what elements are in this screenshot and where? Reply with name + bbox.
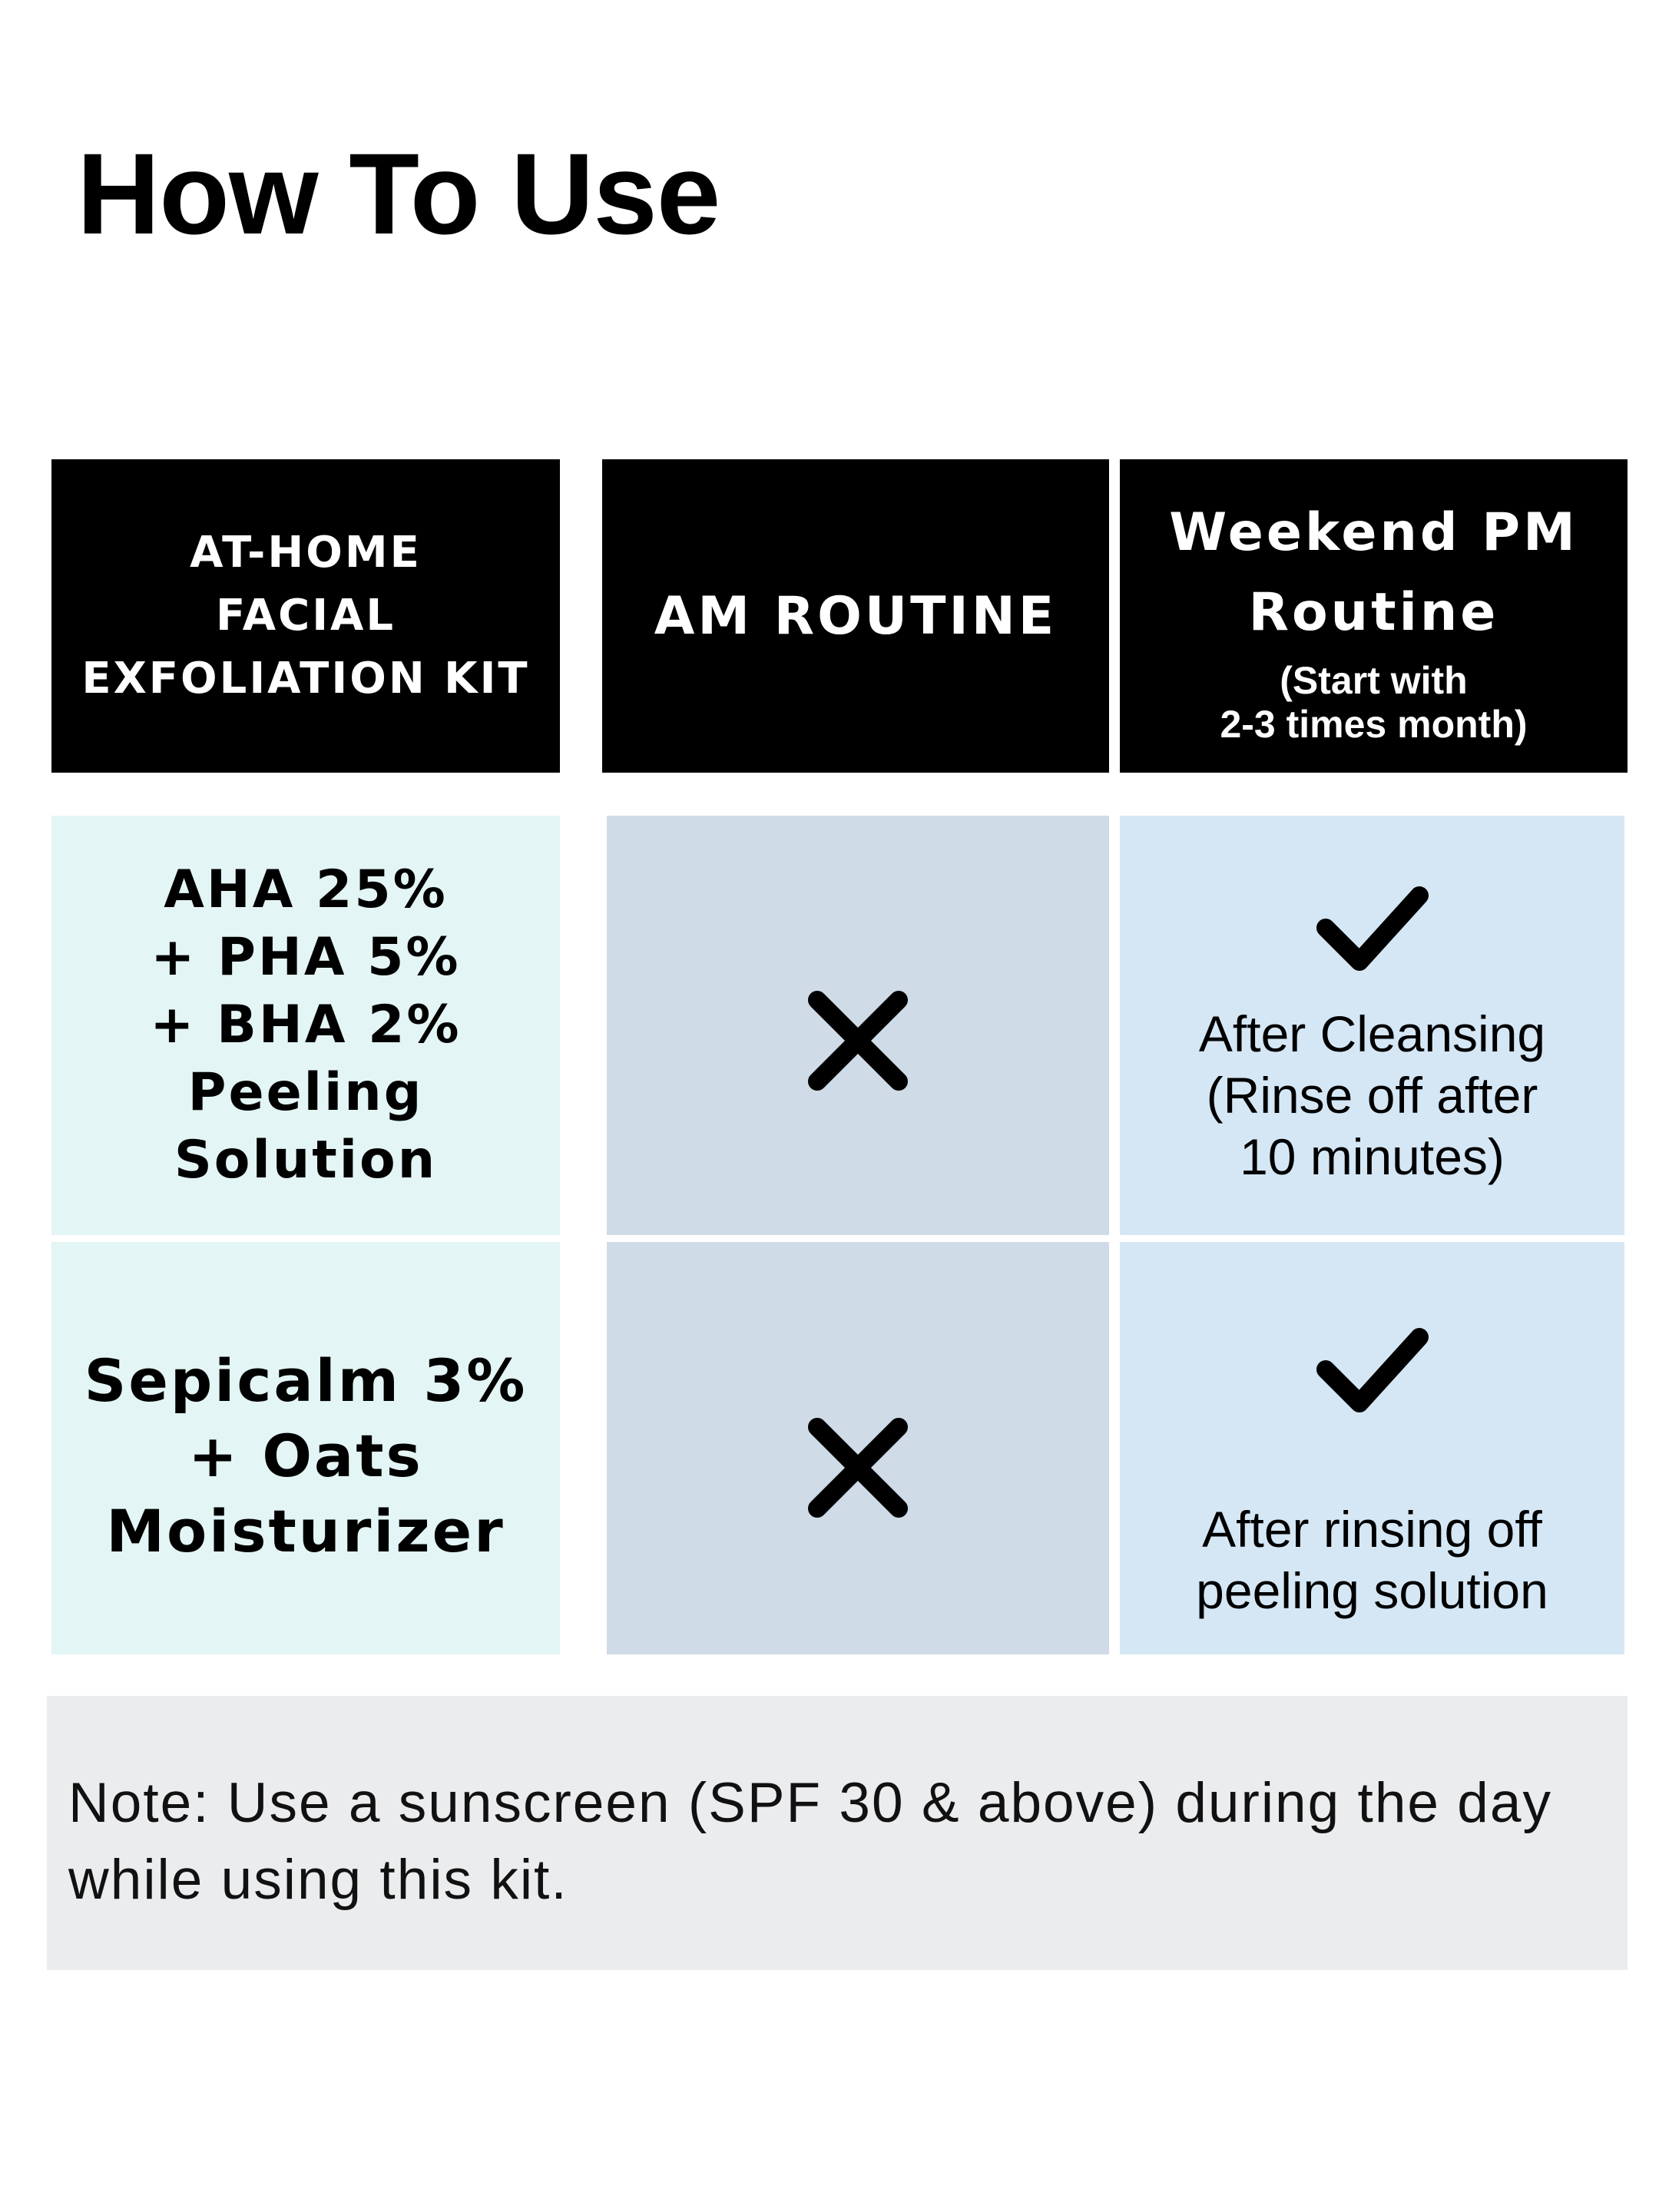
product-line: Moisturizer: [106, 1496, 505, 1565]
page-title: How To Use: [77, 129, 720, 258]
header-pm-subtitle: [1220, 659, 1527, 747]
check-icon: [1316, 1326, 1429, 1416]
header-kit: [51, 459, 560, 773]
pm-cell-moisturizer: [1120, 1242, 1624, 1654]
cross-icon: [808, 1418, 908, 1518]
product-line: + BHA 2%: [150, 995, 462, 1055]
pm-instruction: After Cleansing (Rinse off after 10 minutes): [1198, 1005, 1546, 1185]
product-line: Sepicalm 3%: [84, 1346, 528, 1415]
product-line: AHA 25%: [164, 859, 448, 920]
product-line: + PHA 5%: [151, 927, 461, 988]
header-am-routine: [602, 459, 1109, 773]
am-cell-moisturizer: [607, 1242, 1109, 1654]
product-line: + Oats: [188, 1421, 423, 1490]
header-am-label: AM ROUTINE: [654, 585, 1058, 647]
pm-cell-peeling-solution: [1120, 816, 1624, 1235]
product-line: Peeling Solution: [174, 1062, 438, 1190]
header-kit-line: FACIAL: [215, 591, 396, 641]
header-pm-title-line: Weekend PM: [1169, 502, 1578, 563]
header-pm-subtitle-line: (Start with: [1280, 659, 1468, 702]
header-pm-routine: [1120, 459, 1628, 773]
pm-instruction: After rinsing off peeling solution: [1196, 1501, 1548, 1619]
header-pm-subtitle-line: 2-3 times month): [1220, 703, 1528, 746]
product-peeling-solution: [51, 816, 560, 1235]
am-cell-peeling-solution: [607, 816, 1109, 1235]
header-pm-title-line: Routine: [1248, 582, 1499, 643]
header-kit-line: AT-HOME: [190, 528, 422, 578]
product-moisturizer: [51, 1242, 560, 1654]
cross-icon: [808, 991, 908, 1091]
sunscreen-note: Note: Use a sunscreen (SPF 30 & above) during the day while using this kit.: [47, 1696, 1628, 1970]
check-icon: [1316, 885, 1429, 974]
header-kit-line: EXFOLIATION KIT: [81, 654, 530, 704]
